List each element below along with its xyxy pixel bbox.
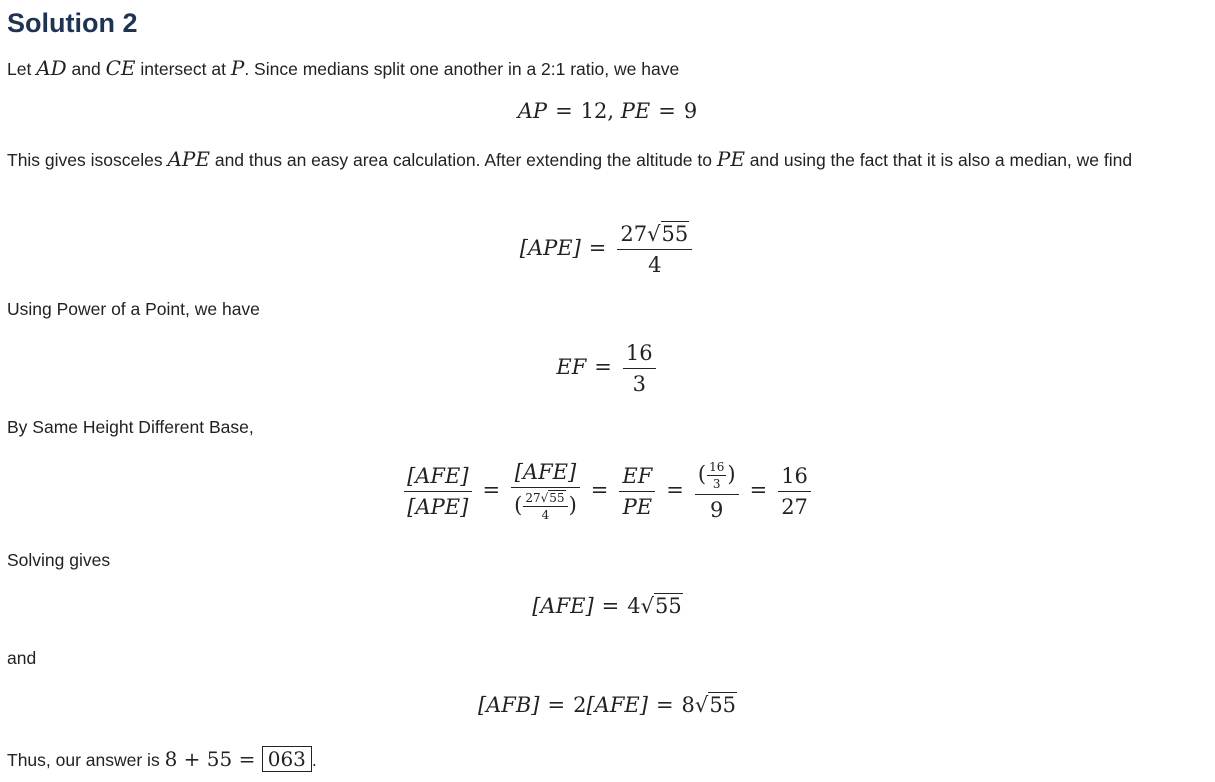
text: and — [66, 59, 106, 79]
fraction: $\frac{16}{3}$ — [623, 341, 656, 396]
math-var: AP — [517, 99, 548, 123]
boxed-answer: 063 — [262, 746, 312, 772]
math-inline: CE — [105, 56, 136, 80]
fraction: $\frac{27√55}{4}$ — [617, 222, 692, 277]
text: and thus an easy area calculation. After extending the altitude to — [209, 150, 717, 170]
math-var: [AFB] — [477, 693, 540, 717]
paragraph-solving: Solving gives — [7, 550, 111, 570]
text: Let — [7, 59, 37, 79]
fraction: ( $\frac{16}{3}$ ) 9 — [695, 460, 739, 522]
paragraph-medians — [7, 55, 1202, 82]
math-inline: P — [230, 56, 245, 80]
fraction: $\frac{EF}{PE}$ — [619, 464, 655, 519]
equation-ratio-chain: $\frac{\text{[AFE]}}{\text{[APE]}}$ = [AFE] ( $\frac{27√55}{4}$ ) = $\frac{EF}{PE}$ = ( $\frac{16}{3}$ ) 9 = $\frac{16}{27}$ — [0, 460, 1215, 522]
math-num: 12 — [580, 99, 608, 123]
equation-area-ape: [APE] = $\frac{27√55}{4}$ — [0, 222, 1215, 277]
paragraph-answer: Thus, our answer is 8 + 55 = 063 . — [7, 747, 317, 771]
equation-ef: EF = $\frac{16}{3}$ — [0, 341, 1215, 396]
math-num: 55 — [206, 747, 233, 771]
text: Thus, our answer is — [7, 750, 165, 770]
math-inline: PE — [716, 147, 745, 171]
math-num: 8 — [164, 747, 178, 771]
paragraph-same-height: By Same Height Different Base, — [7, 417, 254, 437]
math-var: EF — [556, 355, 587, 379]
text: . — [311, 750, 317, 770]
text: . Since medians split one another in a 2:1 ratio, we have — [244, 59, 680, 79]
fraction: $\frac{\text{[AFE]}}{\text{[APE]}}$ — [404, 464, 471, 519]
text: This gives isosceles — [7, 150, 168, 170]
math-inline: APE — [167, 147, 210, 171]
paragraph-and: and — [7, 648, 37, 668]
fraction: $\frac{16}{27}$ — [778, 464, 811, 519]
math-var: PE — [620, 99, 651, 123]
text: intersect at — [135, 59, 231, 79]
math-num: 9 — [683, 99, 698, 123]
fraction: [AFE] ( $\frac{27√55}{4}$ ) — [511, 460, 580, 522]
math-var: [AFE] — [532, 594, 594, 618]
solution-title: Solution 2 — [7, 8, 138, 38]
math-var: [APE] — [519, 236, 581, 260]
paragraph-isosceles — [7, 146, 1202, 173]
equation-area-afe: [AFE] = 4√55 — [532, 594, 682, 618]
equation-area-afb: [AFB] = 2[AFE] = 8√55 — [477, 693, 737, 717]
text: and using the fact that it is also a median, we find — [744, 150, 1133, 170]
paragraph-power-of-point: Using Power of a Point, we have — [7, 299, 260, 319]
equation-ap-pe: AP = 12, PE = 9 — [517, 99, 698, 123]
math-inline: AD — [36, 56, 67, 80]
